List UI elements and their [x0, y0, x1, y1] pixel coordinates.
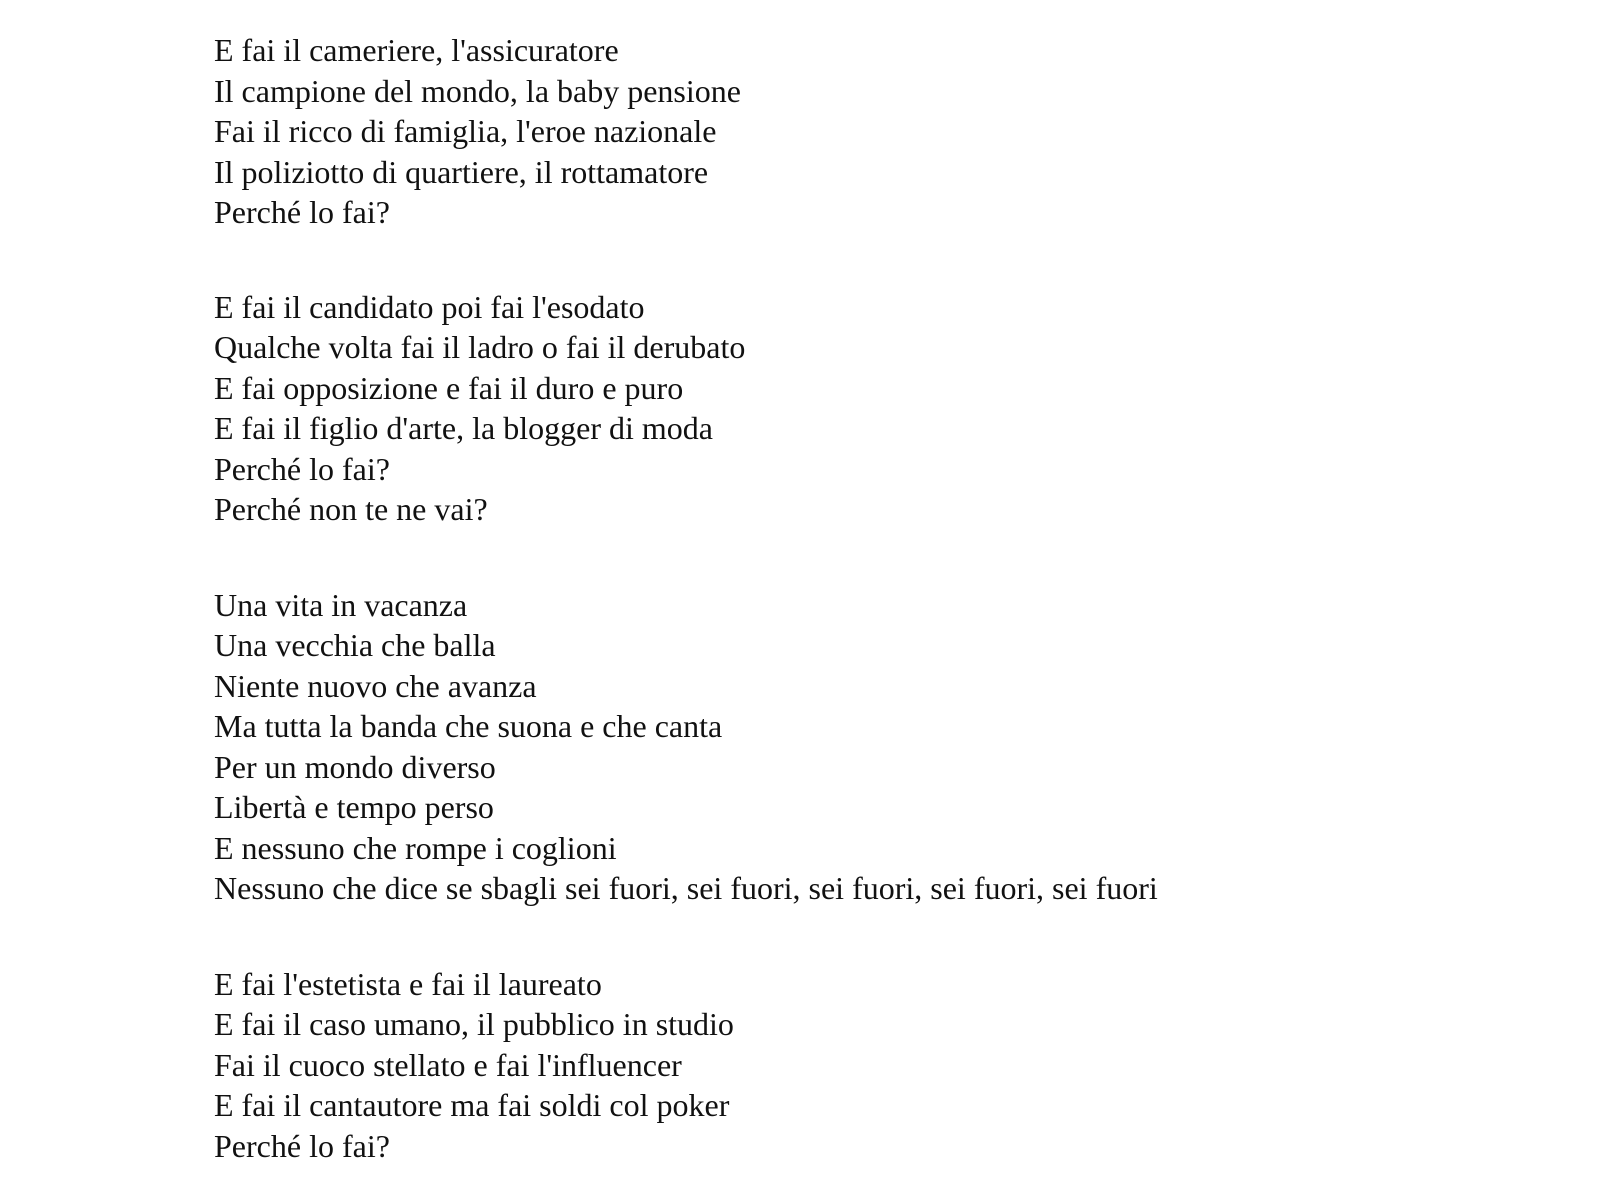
- lyric-line: E fai il candidato poi fai l'esodato: [214, 288, 645, 325]
- lyric-line: E fai l'estetista e fai il laureato: [214, 965, 602, 1002]
- lyric-line: Per un mondo diverso: [214, 748, 496, 785]
- lyric-line: Fai il ricco di famiglia, l'eroe nazionale: [214, 113, 717, 149]
- lyric-line: Libertà e tempo perso: [214, 789, 494, 825]
- lyric-line: Ma tutta la banda che suona e che canta: [214, 708, 723, 744]
- lyrics-document: [214, 30, 1554, 1166]
- stanza-3: [214, 585, 1554, 909]
- stanza-2: [214, 287, 1554, 530]
- lyric-line: Nessuno che dice se sbagli sei fuori, sei fuori, sei fuori, sei fuori, sei fuori: [214, 870, 1158, 906]
- lyric-line: E fai il caso umano, il pubblico in studio: [214, 1006, 734, 1042]
- lyric-line: Perché non te ne vai?: [214, 491, 488, 527]
- lyric-line: Perché lo fai?: [214, 194, 390, 230]
- lyric-line: E fai il cameriere, l'assicuratore: [214, 32, 619, 68]
- lyric-line: Una vecchia che balla: [214, 627, 496, 663]
- lyric-line: Niente nuovo che avanza: [214, 667, 537, 704]
- lyric-line: Perché lo fai?: [214, 1127, 390, 1164]
- lyric-line: E nessuno che rompe i coglioni: [214, 829, 617, 866]
- lyric-line: Fai il cuoco stellato e fai l'influencer: [214, 1046, 682, 1083]
- lyric-line: Perché lo fai?: [214, 450, 390, 487]
- lyric-line: E fai opposizione e fai il duro e puro: [214, 369, 684, 406]
- stanza-4: [214, 964, 1554, 1167]
- lyric-line: Il campione del mondo, la baby pensione: [214, 72, 741, 109]
- lyric-line: E fai il figlio d'arte, la blogger di moda: [214, 410, 713, 446]
- lyric-line: Il poliziotto di quartiere, il rottamatore: [214, 153, 709, 190]
- stanza-1: [214, 30, 1554, 233]
- lyric-line: Una vita in vacanza: [214, 586, 468, 623]
- lyric-line: E fai il cantautore ma fai soldi col poker: [214, 1087, 730, 1123]
- lyric-line: Qualche volta fai il ladro o fai il derubato: [214, 329, 746, 365]
